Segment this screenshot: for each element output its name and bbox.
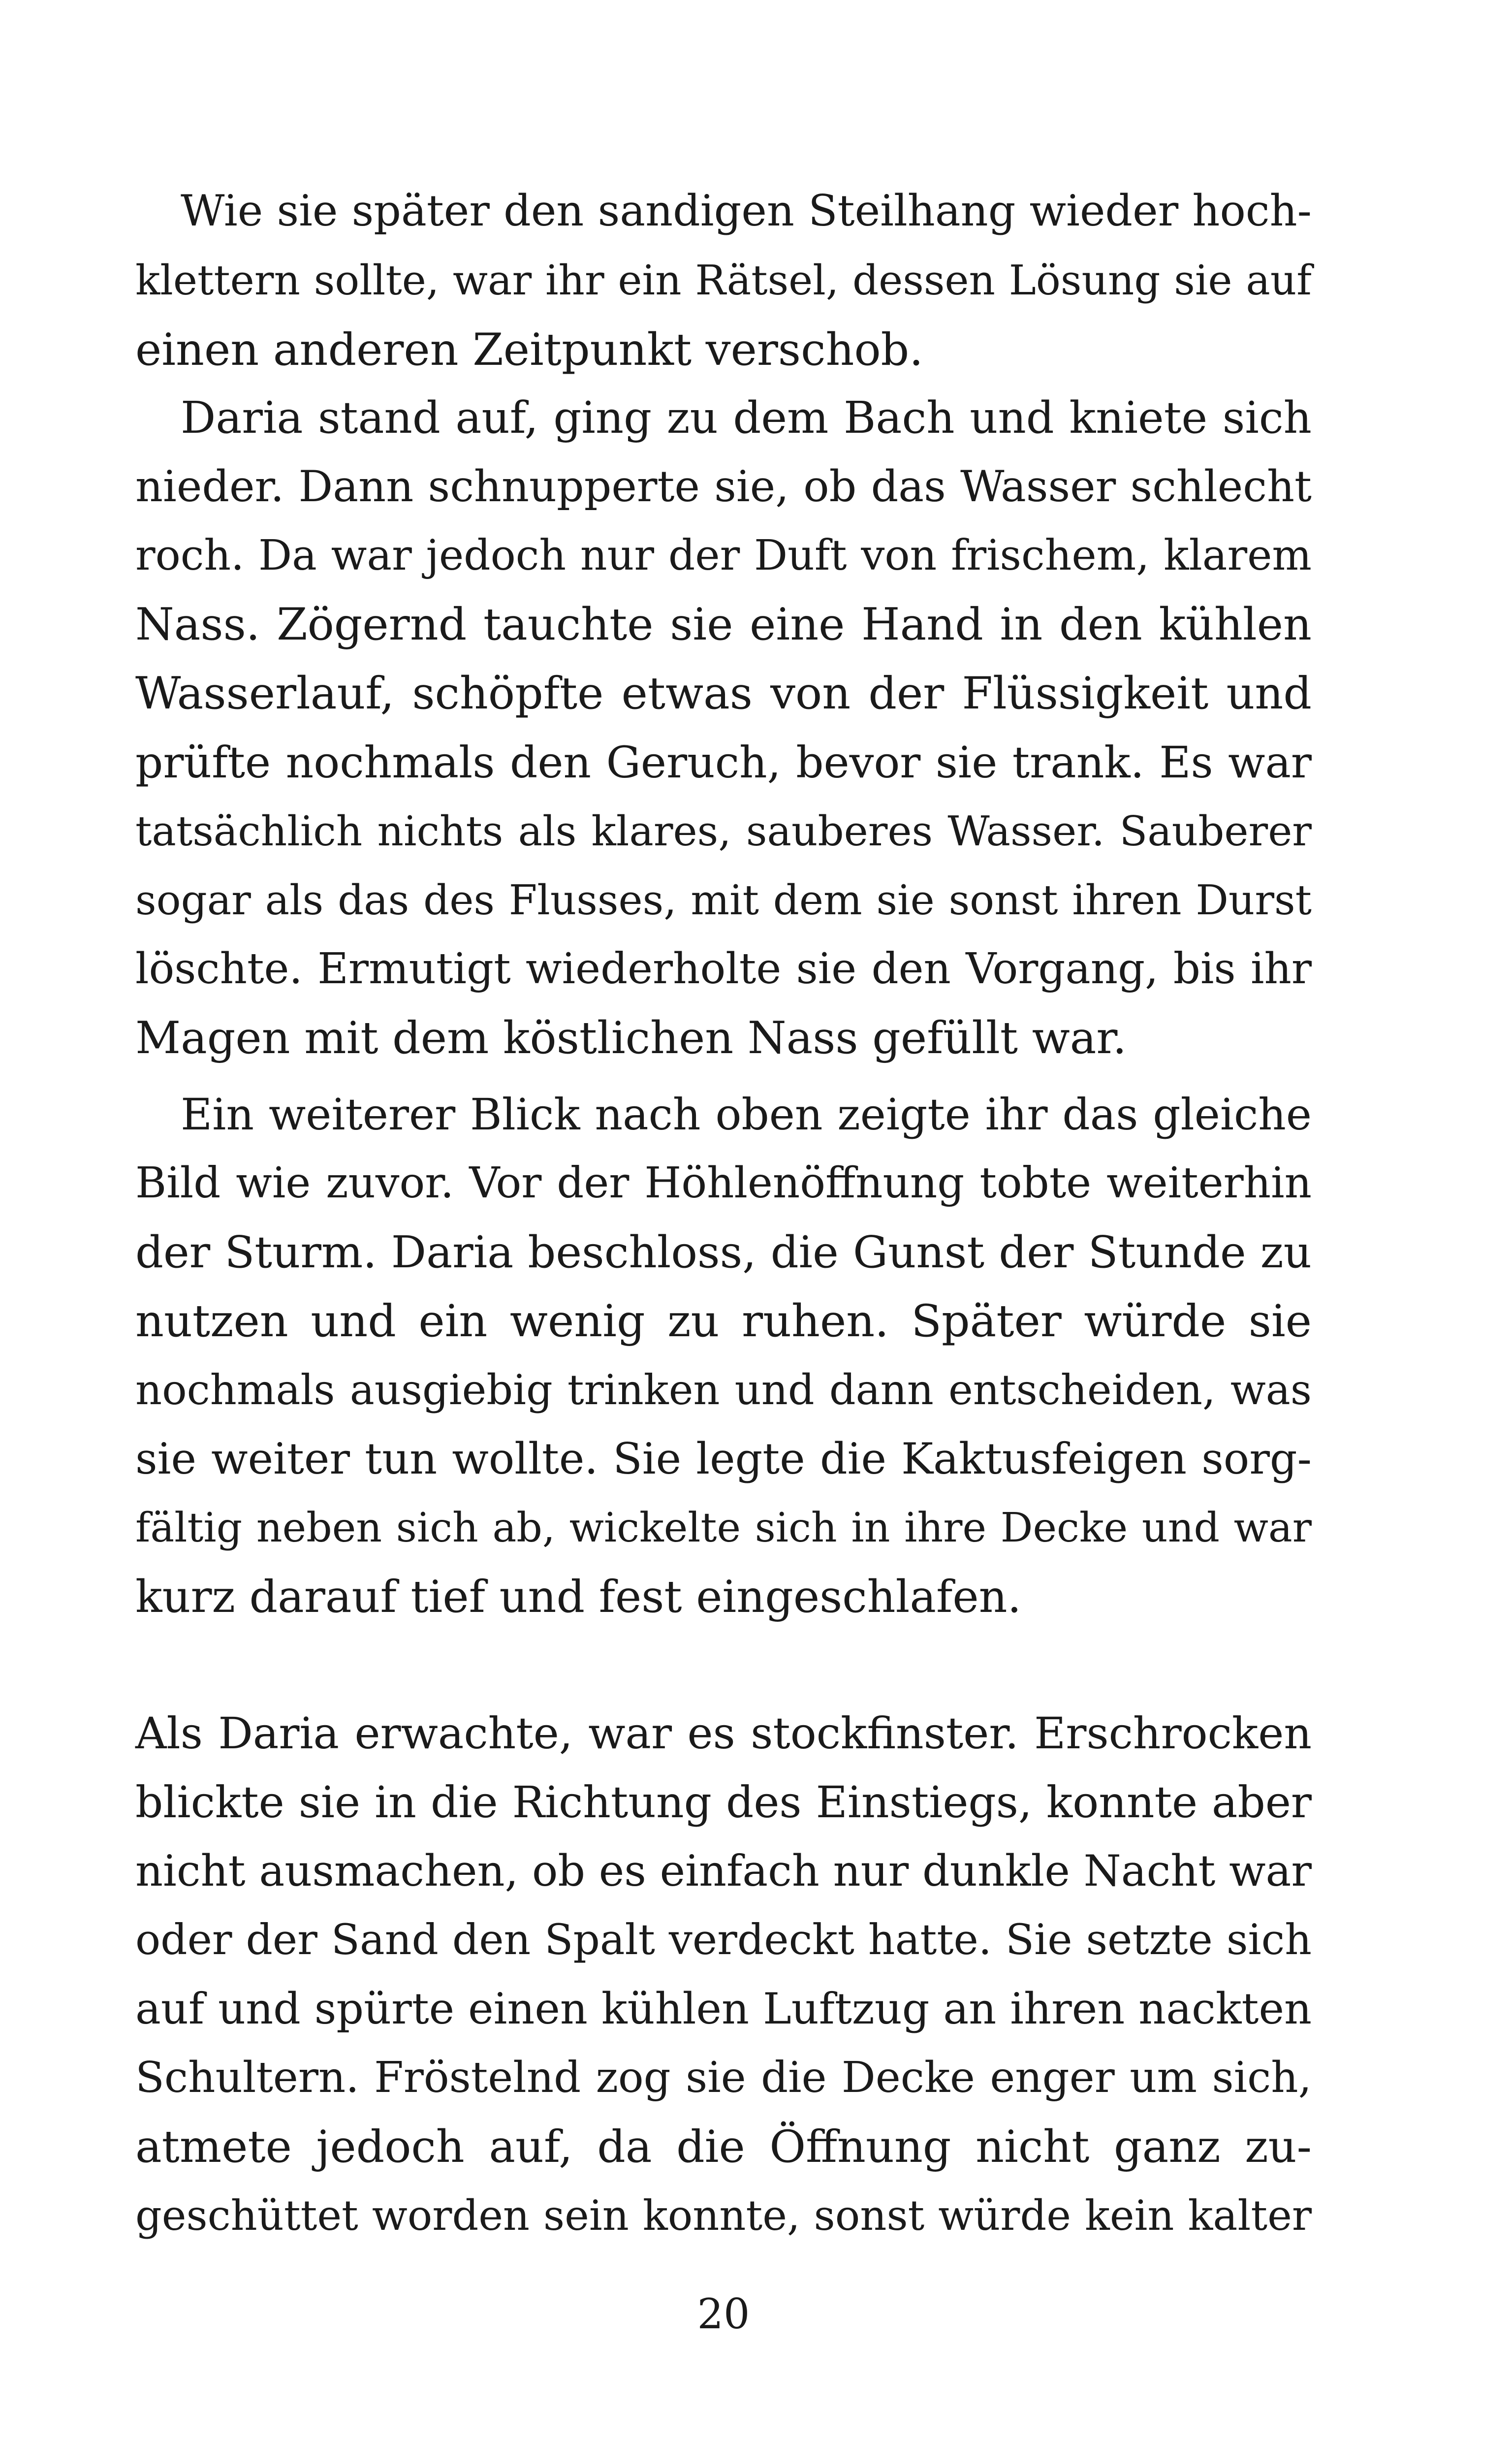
text-line: Magen mit dem köstlichen Nass gefüllt war. (135, 1012, 1127, 1064)
text-line: Daria stand auf, ging zu dem Bach und kniete sich (181, 392, 1312, 443)
text-line: nochmals ausgiebig trinken und dann entscheiden, was (135, 1366, 1312, 1414)
text-line: sogar als das des Flusses, mit dem sie sonst ihren Durst (135, 876, 1312, 924)
page-number: 20 (697, 2290, 750, 2338)
text-line: fältig neben sich ab, wickelte sich in ihre Decke und war (135, 1505, 1312, 1551)
text-line: klettern sollte, war ihr ein Rätsel, dessen Lösung sie auf (135, 257, 1312, 304)
text-line: nicht ausmachen, ob es einfach nur dunkle Nacht war (135, 1846, 1312, 1896)
book-page (135, 0, 1312, 2443)
text-line: Nass. Zögernd tauchte sie eine Hand in den kühlen (135, 599, 1312, 650)
text-line: löschte. Ermutigt wiederholte sie den Vorgang, bis ihr (135, 944, 1312, 994)
text-line: oder der Sand den Spalt verdeckt hatte. Sie setzte sich (135, 1916, 1312, 1964)
text-line: Als Daria erwachte, war es stockfinster. Erschrocken (135, 1708, 1312, 1759)
text-line: einen anderen Zeitpunkt verschob. (135, 324, 923, 376)
text-line: sie weiter tun wollte. Sie legte die Kaktusfeigen sorg- (135, 1434, 1312, 1484)
text-line: geschüttet worden sein konnte, sonst würde kein kalter (135, 2191, 1312, 2240)
text-line: tatsächlich nichts als klares, sauberes Wasser. Sauberer (135, 807, 1312, 855)
text-line: Bild wie zuvor. Vor der Höhlenöffnung tobte weiterhin (135, 1158, 1312, 1208)
text-line: Schultern. Fröstelnd zog sie die Decke enger um sich, (135, 2053, 1312, 2102)
text-line: nieder. Dann schnupperte sie, ob das Wasser schlecht (135, 461, 1312, 512)
text-line: der Sturm. Daria beschloss, die Gunst der Stunde zu (135, 1226, 1312, 1278)
text-line: nutzen und ein wenig zu ruhen. Später würde sie (135, 1295, 1312, 1347)
text-line: auf und spürte einen kühlen Luftzug an ihren nackten (135, 1984, 1312, 2034)
text-line: blickte sie in die Richtung des Einstiegs, konnte aber (135, 1777, 1312, 1828)
text-line: Ein weiterer Blick nach oben zeigte ihr das gleiche (181, 1089, 1312, 1140)
text-line: atmete jedoch auf, da die Öffnung nicht ganz zu- (135, 2121, 1312, 2173)
text-line: kurz darauf tief und fest eingeschlafen. (135, 1571, 1022, 1623)
text-line: roch. Da war jedoch nur der Duft von frischem, klarem (135, 531, 1312, 580)
text-line: Wasserlauf, schöpfte etwas von der Flüssigkeit und (135, 668, 1312, 719)
text-line: Wie sie später den sandigen Steilhang wieder hoch- (181, 186, 1312, 236)
text-line: prüfte nochmals den Geruch, bevor sie trank. Es war (135, 737, 1312, 788)
